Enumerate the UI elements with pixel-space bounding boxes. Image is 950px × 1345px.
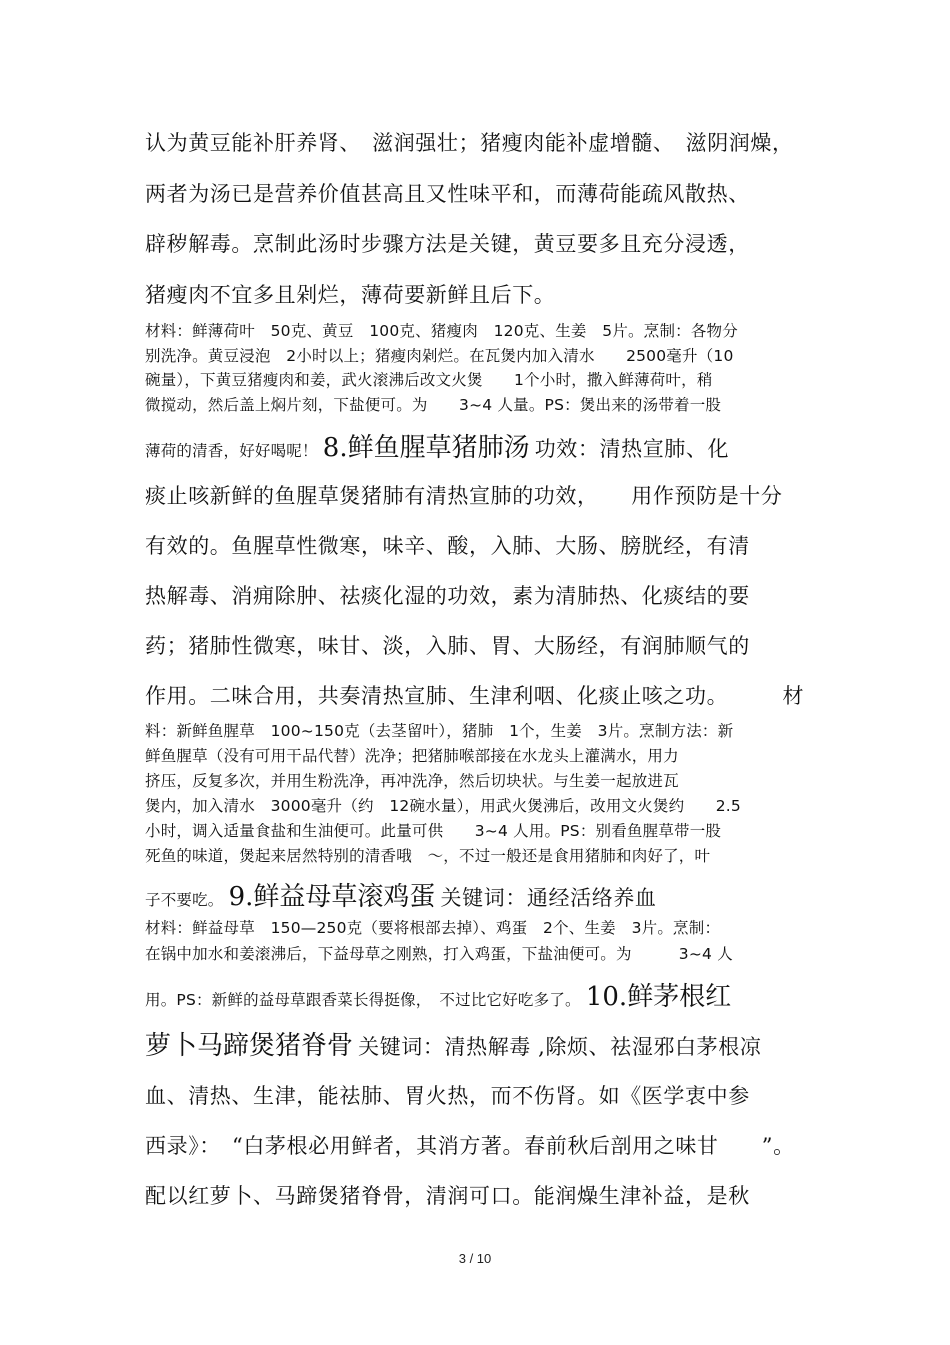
text-line-7: 热解毒、消痈除肿、祛痰化湿的功效，素为清肺热、化痰结的要 [145, 584, 750, 608]
section-9-heading: 9.鲜益母草滚鸡蛋 [228, 882, 436, 912]
section-10-tail: 关键词：清热解毒 ,除烦、祛湿邪白茅根凉 [358, 1035, 762, 1059]
text-line-2: 两者为汤已是营养价值甚高且又性味平和，而薄荷能疏风散热、 [145, 182, 750, 206]
recipe-line-7: 挤压，反复多次，并用生粉洗净，再冲洗净，然后切块状。与生姜一起放进瓦 [145, 772, 679, 790]
recipe-line-12: 在锅中加水和姜滚沸后，下益母草之刚熟，打入鸡蛋，下盐油便可。为 3~4 人 [145, 945, 733, 963]
recipe-line-5: 料：新鲜鱼腥草 100~150克（去茎留叶），猪肺 1个，生姜 3片。烹制方法：新 [145, 722, 734, 740]
recipe-line-10: 死鱼的味道，煲起来居然特别的清香哦 ～，不过一般还是食用猪肺和肉好了，叶 [145, 847, 711, 865]
section-10-lead: 用。PS：新鲜的益母草跟香菜长得挺像， 不过比它好吃多了。 [145, 991, 581, 1009]
recipe-line-6: 鲜鱼腥草（没有可用干品代替）洗净；把猪肺喉部接在水龙头上灌满水，用力 [145, 747, 679, 765]
text-line-4: 猪瘦肉不宜多且剁烂，薄荷要新鲜且后下。 [145, 283, 556, 307]
section-8-tail: 功效：清热宣肺、化 [534, 437, 730, 461]
recipe-line-1: 材料：鲜薄荷叶 50克、黄豆 100克、猪瘦肉 120克、生姜 5片。烹制：各物分 [145, 322, 738, 340]
text-line-10: 血、清热、生津，能祛肺、胃火热，而不伤肾。如《医学衷中参 [145, 1084, 750, 1108]
section-9-lead: 子不要吃。 [145, 891, 224, 909]
section-9-tail: 关键词：通经活络养血 [440, 886, 657, 910]
section-8-line [145, 427, 729, 464]
recipe-line-11: 材料：鲜益母草 150—250克（要将根部去掉）、鸡蛋 2个、生姜 3片。烹制： [145, 919, 721, 937]
section-8-heading: 8.鲜鱼腥草猪肺汤 [322, 433, 530, 463]
text-line-3: 辟秽解毒。烹制此汤时步骤方法是关键，黄豆要多且充分浸透， [145, 232, 750, 256]
recipe-line-3: 碗量），下黄豆猪瘦肉和姜，武火滚沸后改文火煲 1个小时，撒入鲜薄荷叶，稍 [145, 371, 713, 389]
section-10-heading-end: 萝卜马蹄煲猪脊骨 [145, 1031, 354, 1061]
recipe-line-8: 煲内，加入清水 3000毫升（约 12碗水量），用武火煲沸后，改用文火煲约 2.5 [145, 797, 741, 815]
recipe-line-2: 别洗净。黄豆浸泡 2小时以上；猪瘦肉剁烂。在瓦煲内加入清水 2500毫升（10 [145, 347, 734, 365]
section-10-line [145, 976, 731, 1013]
section-9-line [145, 876, 657, 913]
text-line-6: 有效的。鱼腥草性微寒，味辛、酸，入肺、大肠、膀胱经，有清 [145, 534, 750, 558]
text-line-12: 配以红萝卜、马蹄煲猪脊骨，清润可口。能润燥生津补益，是秋 [145, 1184, 750, 1208]
text-line-8: 药；猪肺性微寒，味甘、淡，入肺、胃、大肠经，有润肺顺气的 [145, 634, 750, 658]
section-10-line-2 [145, 1025, 761, 1062]
text-line-11: 西录》： “白茅根必用鲜者，其消方著。春前秋后剖用之味甘 ”。 [145, 1134, 795, 1158]
section-10-heading-start: 10.鲜茅根红 [585, 982, 732, 1012]
recipe-line-4: 微搅动，然后盖上焖片刻，下盐便可。为 3~4 人量。PS：煲出来的汤带着一股 [145, 396, 722, 414]
section-8-lead: 薄荷的清香，好好喝呢！ [145, 442, 318, 460]
text-line-5: 痰止咳新鲜的鱼腥草煲猪肺有清热宣肺的功效， 用作预防是十分 [145, 484, 783, 508]
text-line-9: 作用。二味合用，共奏清热宣肺、生津利咽、化痰止咳之功。 材 [145, 684, 805, 708]
page-number: 3 / 10 [458, 1251, 492, 1266]
recipe-line-9: 小时，调入适量食盐和生油便可。此量可供 3~4 人用。PS：别看鱼腥草带一股 [145, 822, 722, 840]
text-line-1: 认为黄豆能补肝养肾、 滋润强壮；猪瘦肉能补虚增髓、 滋阴润燥， [145, 131, 794, 155]
